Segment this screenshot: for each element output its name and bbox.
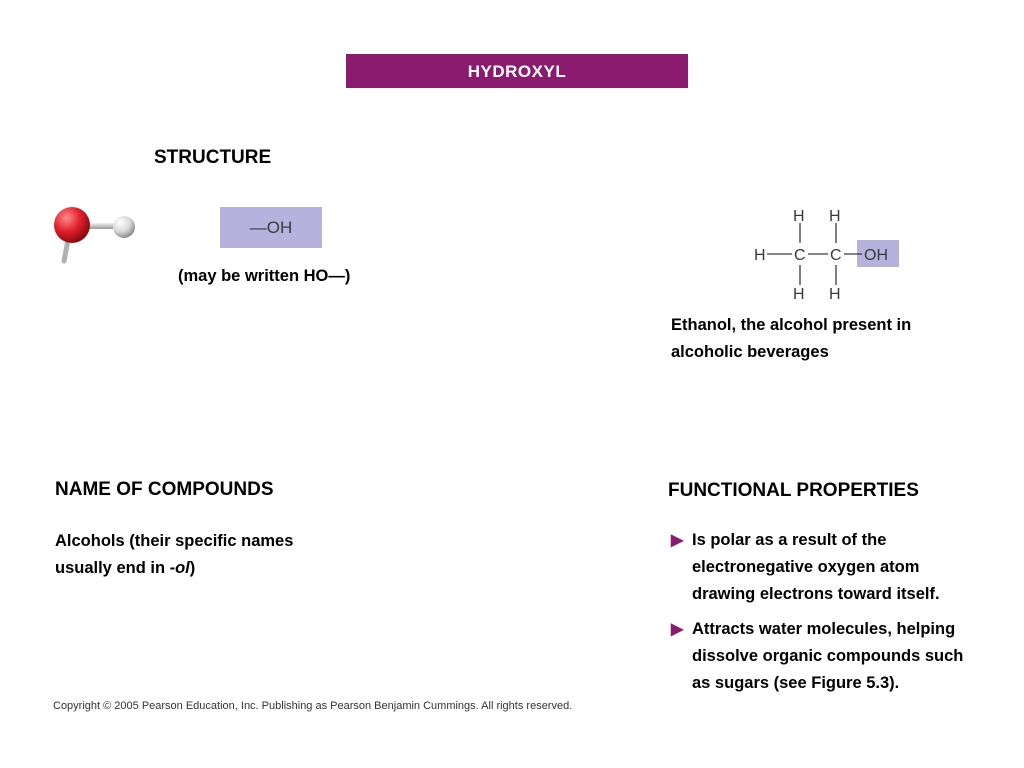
atom-h-bottom-1: H: [793, 286, 805, 303]
property-line: as sugars (see Figure 5.3).: [692, 674, 900, 692]
name-line-2-prefix: usually end in: [55, 559, 170, 577]
atom-c-2: C: [830, 247, 842, 264]
hydroxyl-ball-stick-model-icon: [48, 200, 143, 270]
name-of-compounds-heading: NAME OF COMPOUNDS: [55, 479, 274, 500]
structure-note: (may be written HO—): [178, 267, 351, 285]
name-line-1: Alcohols (their specific names: [55, 532, 294, 550]
structure-heading: STRUCTURE: [154, 147, 272, 168]
atom-h-left: H: [754, 247, 766, 264]
triangle-bullet-icon: ▶: [671, 532, 684, 549]
hydroxyl-formula-box: —OH: [220, 207, 322, 248]
atom-h-bottom-2: H: [829, 286, 841, 303]
property-line: Is polar as a result of the: [692, 531, 887, 549]
ethanol-caption-line-1: Ethanol, the alcohol present in: [671, 316, 912, 334]
ethanol-caption: [671, 312, 911, 366]
name-line-2-suffix: ): [189, 559, 196, 577]
property-bullet-2-text: [692, 616, 963, 697]
name-of-compounds-text: [55, 528, 293, 582]
property-line: Attracts water molecules, helping: [692, 620, 956, 638]
property-line: electronegative oxygen atom: [692, 558, 920, 576]
property-line: drawing electrons toward itself.: [692, 585, 940, 603]
name-line-2: [55, 555, 293, 582]
title-banner: HYDROXYL: [346, 54, 688, 88]
functional-properties-heading: FUNCTIONAL PROPERTIES: [668, 480, 919, 501]
atom-c-1: C: [794, 247, 806, 264]
ol-suffix: -ol: [169, 559, 190, 577]
atom-oh: OH: [864, 247, 888, 264]
atom-h-top-1: H: [793, 208, 805, 225]
triangle-bullet-icon: ▶: [671, 621, 684, 638]
ethanol-structural-formula: [745, 200, 905, 305]
functional-properties-list: [671, 527, 1016, 697]
atom-h-top-2: H: [829, 208, 841, 225]
copyright-footer: Copyright © 2005 Pearson Education, Inc. Publishing as Pearson Benjamin Cummings. All rights reserved.: [53, 700, 573, 712]
property-bullet-1-text: [692, 527, 940, 608]
ethanol-caption-line-2: alcoholic beverages: [671, 343, 829, 361]
property-bullet-1: [671, 527, 1016, 608]
property-line: dissolve organic compounds such: [692, 647, 964, 665]
property-bullet-2: [671, 616, 1016, 697]
